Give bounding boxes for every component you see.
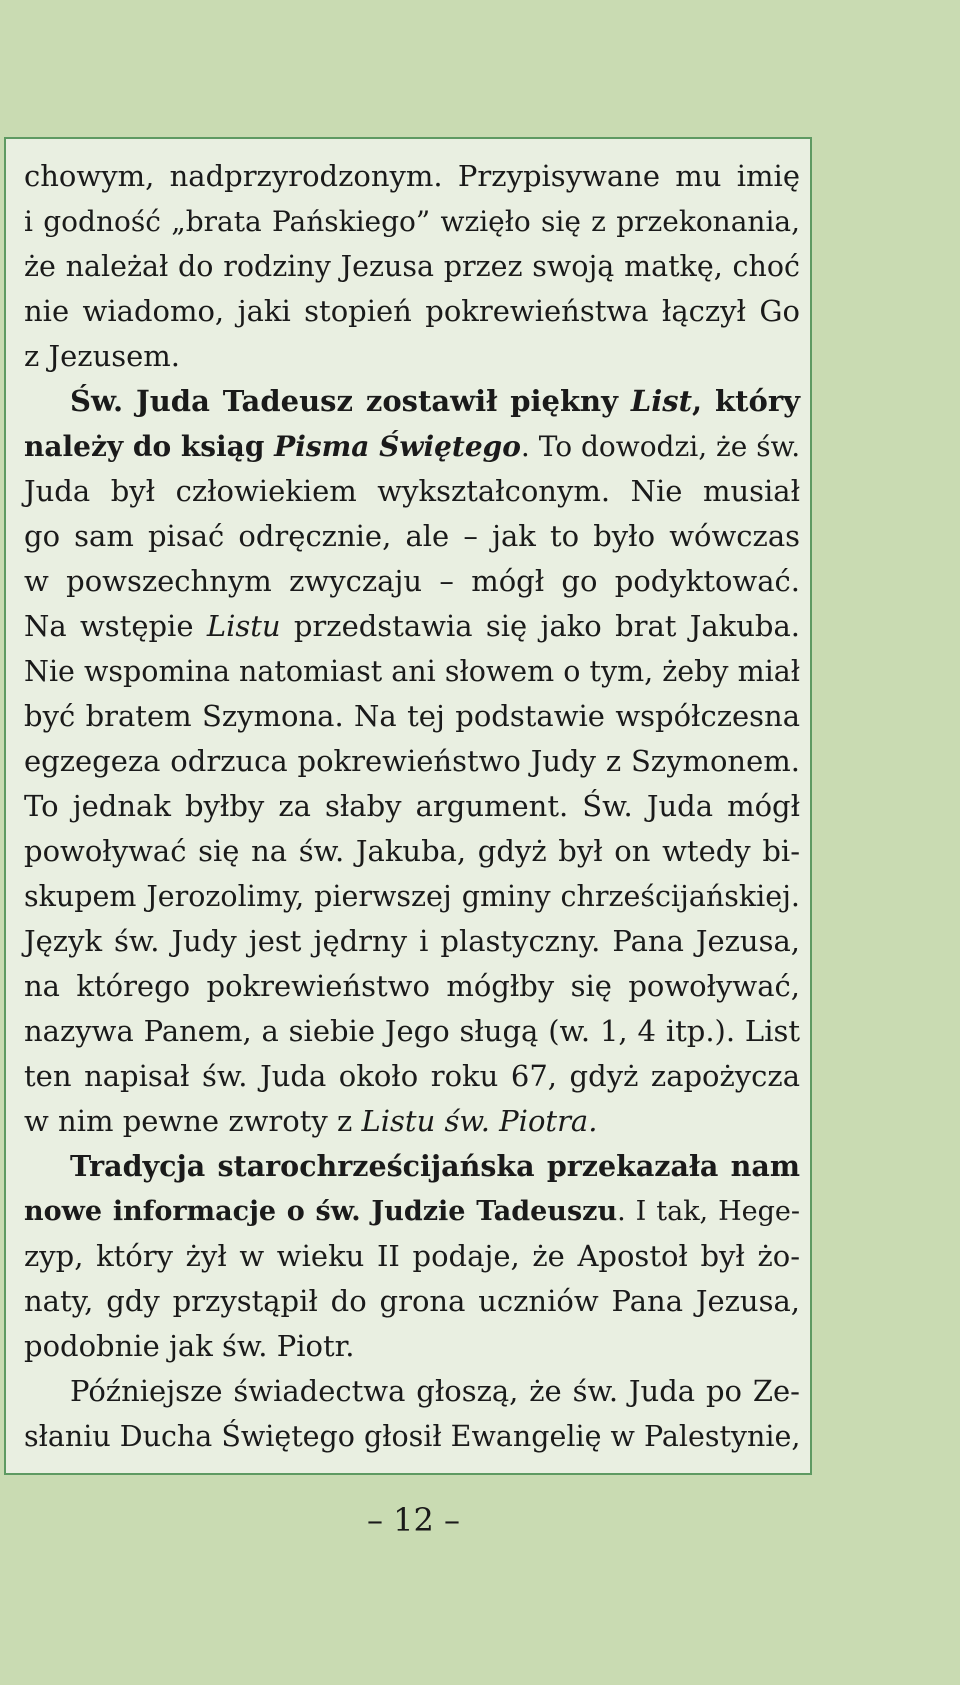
text-box <box>4 137 812 1475</box>
text-run: skupem Jerozolimy, pierwszej gminy chrześcijańskiej. <box>24 880 800 913</box>
text-run: nazywa Panem, a siebie Jego sługą (w. 1, 4 itp.). List <box>24 1014 800 1048</box>
text-line <box>70 1144 800 1189</box>
text-run: naty, gdy przystąpił do grona uczniów Pana Jezusa, <box>24 1284 800 1318</box>
text-line <box>24 199 800 244</box>
text-run: Język św. Judy jest jędrny i plastyczny. Pana Jezusa, <box>24 924 800 958</box>
text-line <box>24 694 800 739</box>
text-line <box>24 334 800 379</box>
text-run: powoływać się na św. Jakuba, gdyż był on wtedy bi- <box>24 834 800 868</box>
text-run: Na wstępie <box>24 609 207 643</box>
text-line <box>24 1054 800 1099</box>
text-run: Św. Juda Tadeusz zostawił piękny <box>70 384 631 418</box>
text-run: i godność „brata Pańskiego” wzięło się z przekonania, <box>24 205 800 238</box>
text-run: słaniu Ducha Świętego głosił Ewangelię w Palestynie, <box>24 1420 801 1453</box>
text-line <box>24 739 800 784</box>
text-line <box>24 154 800 199</box>
text-run: podobnie jak św. Piotr. <box>24 1329 355 1363</box>
text-line <box>24 559 800 604</box>
text-run: nowe informacje o św. Judzie Tadeuszu <box>24 1196 618 1227</box>
text-run: na którego pokrewieństwo mógłby się powoływać, <box>24 969 800 1003</box>
text-run: Tradycja starochrześcijańska przekazała nam <box>70 1149 800 1183</box>
text-line <box>70 1369 800 1414</box>
text-run: , który <box>692 384 800 418</box>
text-run: zyp, który żył w wieku II podaje, że Apostoł był żo- <box>24 1239 800 1273</box>
text-run: . To dowodzi, że św. <box>520 430 801 463</box>
text-run: egzegeza odrzuca pokrewieństwo Judy z Szymonem. <box>24 744 800 778</box>
text-run: go sam pisać odręcznie, ale – jak to było wówczas <box>24 519 800 553</box>
text-run: nie wiadomo, jaki stopień pokrewieństwa łączył Go <box>24 294 800 328</box>
text-run: Pisma Świętego <box>274 430 521 463</box>
text-line <box>24 874 800 919</box>
text-line <box>24 604 800 649</box>
text-run: chowym, nadprzyrodzonym. Przypisywane mu imię <box>24 159 800 193</box>
text-run: Nie wspomina natomiast ani słowem o tym, żeby miał <box>24 655 800 688</box>
text-line <box>24 829 800 874</box>
text-run: Listu <box>206 609 281 643</box>
text-line <box>24 244 800 289</box>
text-line <box>24 424 800 469</box>
text-run: Juda był człowiekiem wykształconym. Nie musiał <box>24 474 800 508</box>
text-line <box>24 514 800 559</box>
text-run: . I tak, Hege- <box>617 1196 800 1227</box>
text-run: Późniejsze świadectwa głoszą, że św. Juda po Ze- <box>70 1374 800 1408</box>
text-run: należy do ksiąg <box>24 430 275 463</box>
text-run: List <box>630 384 693 418</box>
text-run: ten napisał św. Juda około roku 67, gdyż zapożycza <box>24 1059 800 1093</box>
text-line <box>24 919 800 964</box>
text-line <box>24 289 800 334</box>
text-run: że należał do rodziny Jezusa przez swoją matkę, choć <box>24 250 800 283</box>
text-run: To jednak byłby za słaby argument. Św. Juda mógł <box>24 789 800 823</box>
text-run: przedstawia się jako brat Jakuba. <box>280 609 800 643</box>
page-number: – 12 – <box>366 1501 461 1539</box>
text-line <box>24 784 800 829</box>
text-run: Listu św. Piotra. <box>361 1104 598 1138</box>
text-line <box>24 469 800 514</box>
text-line <box>70 379 800 424</box>
text-run: z Jezusem. <box>24 339 181 373</box>
text-run: być bratem Szymona. Na tej podstawie współczesna <box>24 699 800 733</box>
text-line <box>24 1189 800 1234</box>
text-line <box>24 1234 800 1279</box>
text-line <box>24 1279 800 1324</box>
text-run: w nim pewne zwroty z <box>24 1104 362 1138</box>
text-line <box>24 1009 800 1054</box>
text-line <box>24 1324 800 1369</box>
text-line <box>24 1414 800 1459</box>
text-line <box>24 1099 800 1144</box>
text-run: w powszechnym zwyczaju – mógł go podyktować. <box>24 564 800 598</box>
text-line <box>24 649 800 694</box>
text-line <box>24 964 800 1009</box>
